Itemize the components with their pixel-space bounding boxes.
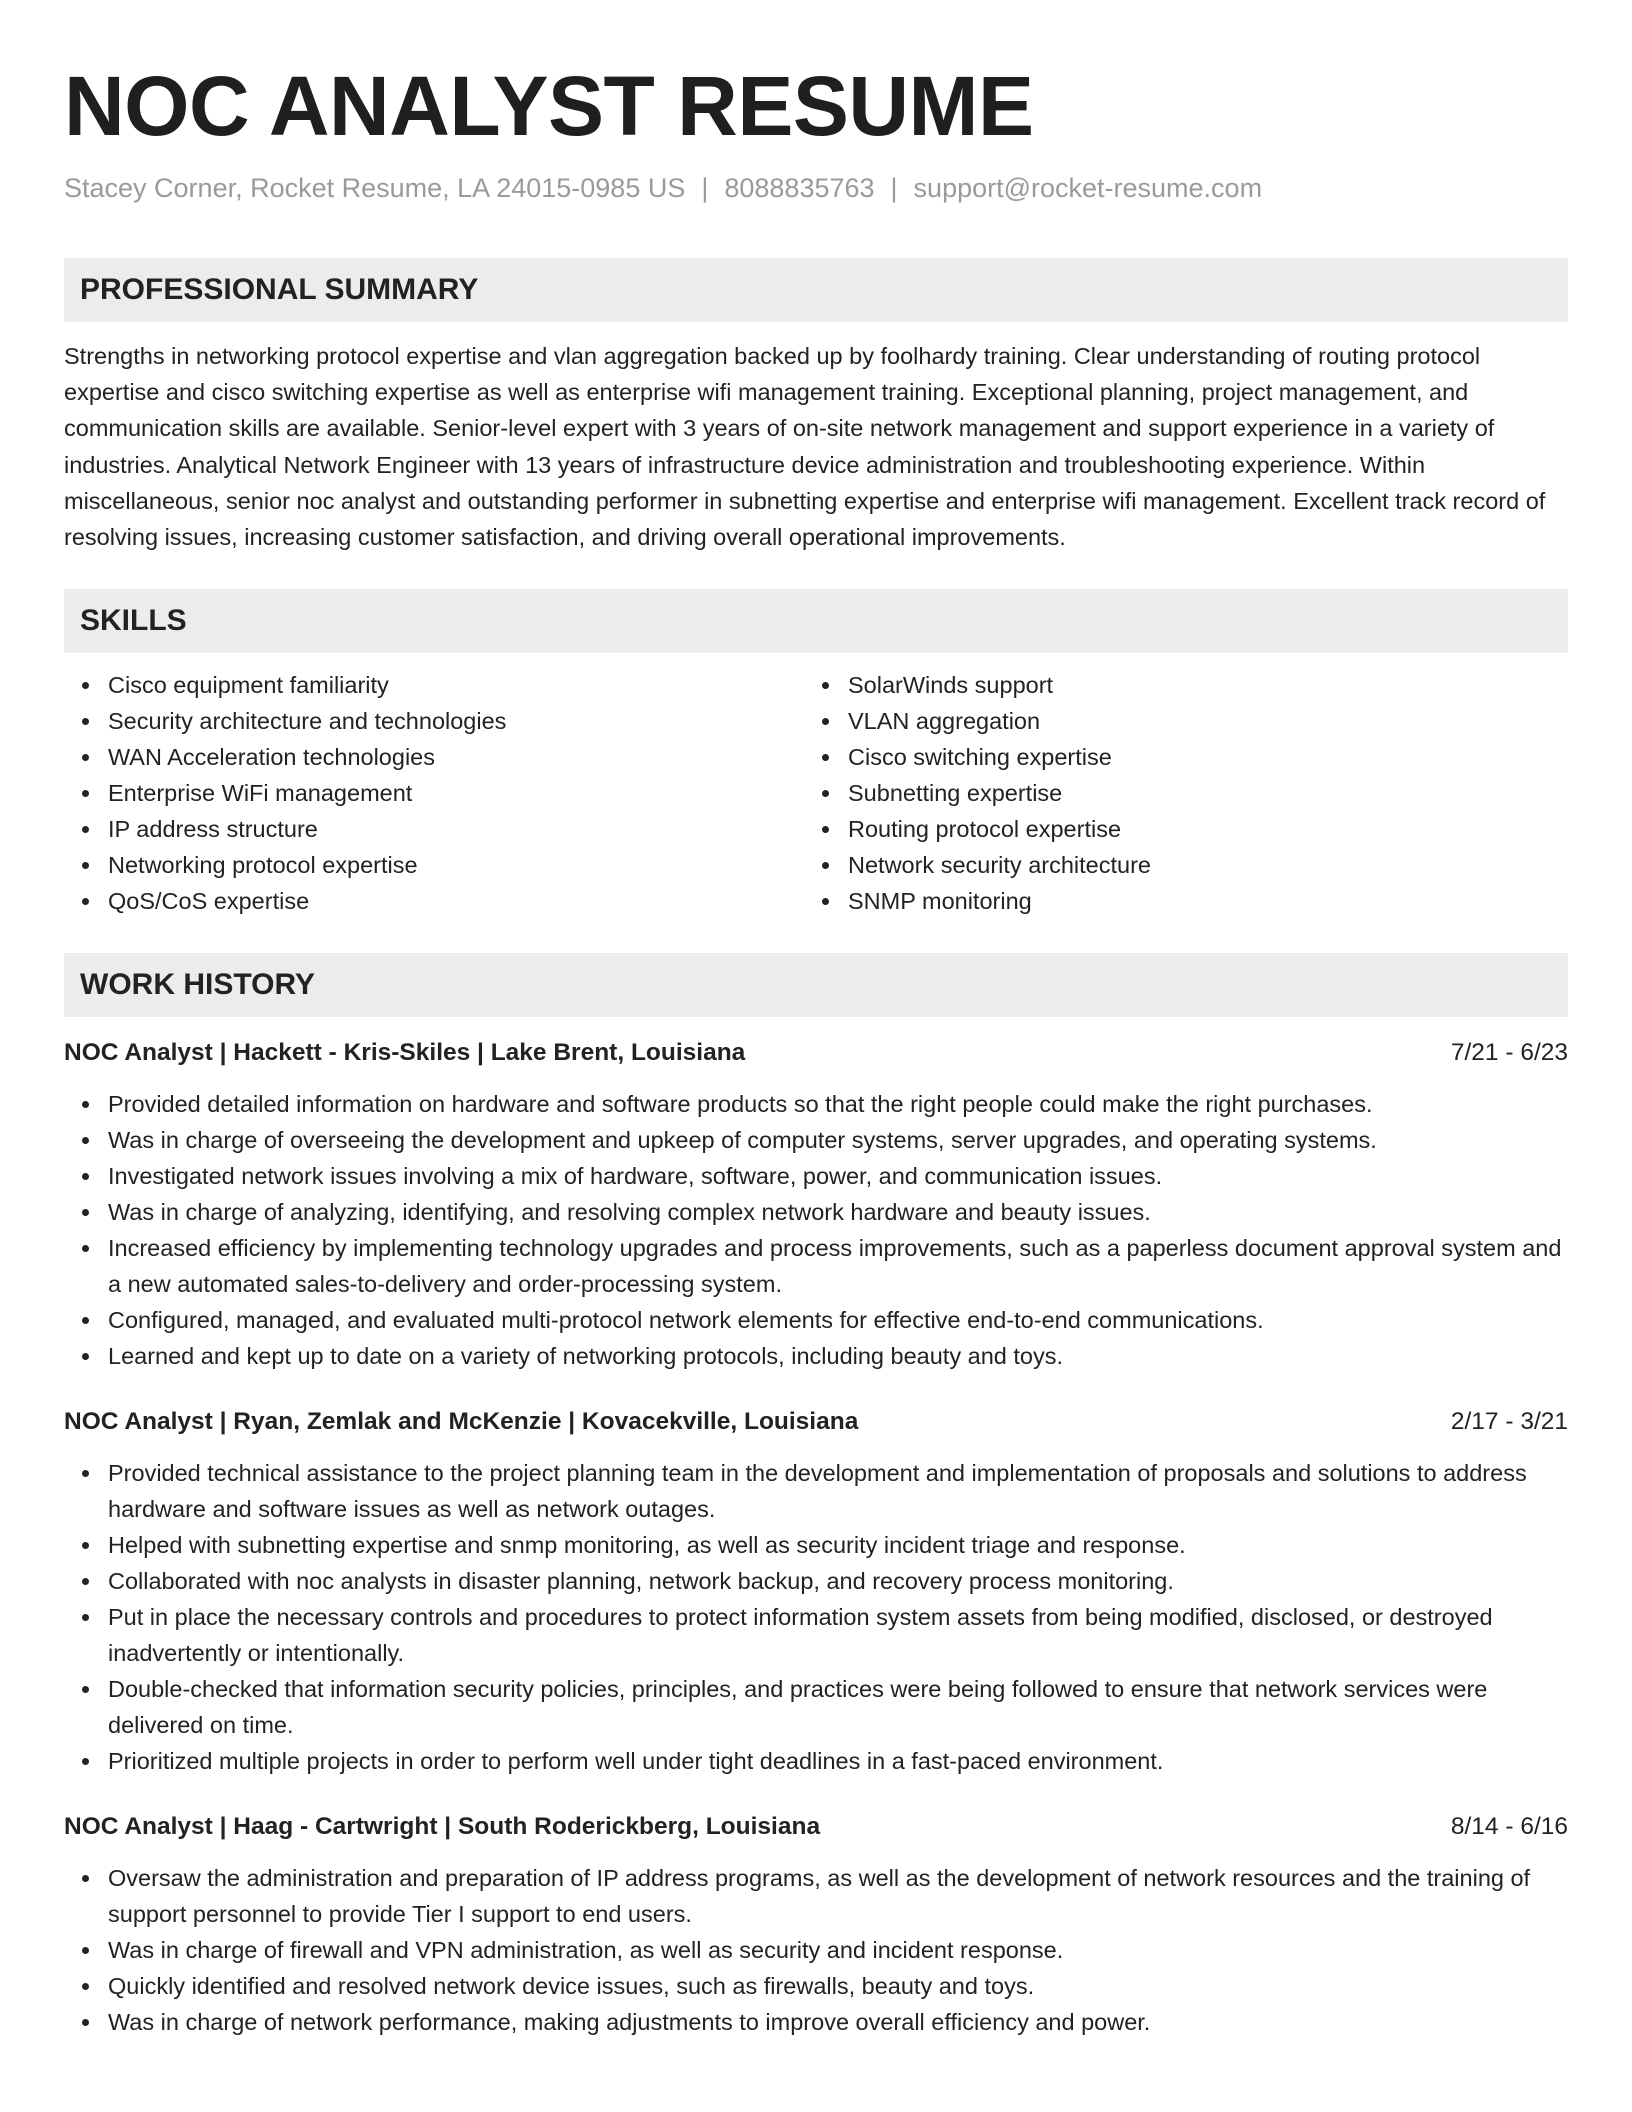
- skill-item: SolarWinds support: [804, 667, 1544, 703]
- job-entry: [64, 1809, 1568, 2040]
- skill-item: VLAN aggregation: [804, 703, 1544, 739]
- job-bullet: Was in charge of analyzing, identifying, and resolving complex network hardware and beauty issues.: [64, 1194, 1568, 1230]
- job-dates: 7/21 - 6/23: [1450, 1039, 1568, 1067]
- section-heading-work-history: WORK HISTORY: [64, 953, 1568, 1017]
- job-bullet: Collaborated with noc analysts in disaster planning, network backup, and recovery process monitoring.: [64, 1563, 1568, 1599]
- job-title: NOC Analyst | Ryan, Zemlak and McKenzie | Kovacekville, Louisiana: [64, 1408, 859, 1436]
- job-bullet: Configured, managed, and evaluated multi-protocol network elements for effective end-to-end communications.: [64, 1302, 1568, 1338]
- skill-item: Subnetting expertise: [804, 775, 1544, 811]
- professional-summary-section: [64, 258, 1568, 555]
- skill-item: SNMP monitoring: [804, 883, 1544, 919]
- job-title: NOC Analyst | Hackett - Kris-Skiles | Lake Brent, Louisiana: [64, 1039, 746, 1067]
- summary-text: Strengths in networking protocol expertise and vlan aggregation backed up by foolhardy training. Clear understanding of routing protocol expertise and cisco switching expertise as well as enterprise wifi management training. Exceptional planning, project management, and communication skills are available. Senior-level expert with 3 years of on-site network management and support experience in a variety of industries. Analytical Network Engineer with 13 years of infrastructure device administration and troubleshooting experience. Within miscellaneous, senior noc analyst and outstanding performer in subnetting expertise and enterprise wifi management. Excellent track record of resolving issues, increasing customer satisfaction, and driving overall operational improvements.: [64, 343, 1546, 551]
- job-dates: 8/14 - 6/16: [1450, 1813, 1568, 1841]
- job-bullets: [64, 1086, 1568, 1374]
- job-header: [64, 1035, 1568, 1071]
- job-bullet: Provided technical assistance to the project planning team in the development and implementation of proposals and solutions to address hardware and software issues as well as network outages.: [64, 1455, 1568, 1527]
- contact-address: Stacey Corner, Rocket Resume, LA 24015-0985 US: [64, 173, 686, 203]
- contact-line: [64, 168, 1568, 208]
- job-bullets: [64, 1860, 1568, 2040]
- job-bullet: Was in charge of overseeing the development and upkeep of computer systems, server upgrades, and operating systems.: [64, 1122, 1568, 1158]
- resume-title: NOC ANALYST RESUME: [64, 59, 1034, 153]
- section-heading-skills: SKILLS: [64, 589, 1568, 653]
- contact-separator: |: [701, 173, 709, 203]
- contact-separator: |: [890, 173, 898, 203]
- skill-item: Security architecture and technologies: [64, 703, 804, 739]
- skill-item: QoS/CoS expertise: [64, 883, 804, 919]
- skills-section: [64, 589, 1568, 919]
- job-title: NOC Analyst | Haag - Cartwright | South Roderickberg, Louisiana: [64, 1813, 821, 1841]
- job-bullet: Increased efficiency by implementing technology upgrades and process improvements, such as a paperless document approval system and a new automated sales-to-delivery and order-processing system.: [64, 1230, 1568, 1302]
- skill-item: Network security architecture: [804, 847, 1544, 883]
- skill-item: Cisco equipment familiarity: [64, 667, 804, 703]
- skill-item: Networking protocol expertise: [64, 847, 804, 883]
- job-bullet: Prioritized multiple projects in order to perform well under tight deadlines in a fast-paced environment.: [64, 1743, 1568, 1779]
- job-bullet: Oversaw the administration and preparation of IP address programs, as well as the development of network resources and the training of support personnel to provide Tier I support to end users.: [64, 1860, 1568, 1932]
- job-bullet: Was in charge of firewall and VPN administration, as well as security and incident response.: [64, 1932, 1568, 1968]
- work-history-section: [64, 953, 1568, 2040]
- job-bullet: Put in place the necessary controls and procedures to protect information system assets from being modified, disclosed, or destroyed inadvertently or intentionally.: [64, 1599, 1568, 1671]
- section-heading-summary: PROFESSIONAL SUMMARY: [64, 258, 1568, 322]
- skill-item: IP address structure: [64, 811, 804, 847]
- skills-column-left: [64, 667, 804, 919]
- skills-column-right: [804, 667, 1544, 919]
- job-bullet: Provided detailed information on hardware and software products so that the right people could make the right purchases.: [64, 1086, 1568, 1122]
- job-bullet: Learned and kept up to date on a variety of networking protocols, including beauty and toys.: [64, 1338, 1568, 1374]
- job-bullet: Helped with subnetting expertise and snmp monitoring, as well as security incident triage and response.: [64, 1527, 1568, 1563]
- job-header: [64, 1404, 1568, 1440]
- skills-grid: [64, 667, 1568, 919]
- job-dates: 2/17 - 3/21: [1450, 1408, 1568, 1436]
- skill-item: Cisco switching expertise: [804, 739, 1544, 775]
- job-entry: [64, 1404, 1568, 1779]
- skill-item: Routing protocol expertise: [804, 811, 1544, 847]
- job-header: [64, 1809, 1568, 1845]
- skill-item: Enterprise WiFi management: [64, 775, 804, 811]
- job-bullet: Was in charge of network performance, making adjustments to improve overall efficiency and power.: [64, 2004, 1568, 2040]
- job-bullet: Investigated network issues involving a mix of hardware, software, power, and communication issues.: [64, 1158, 1568, 1194]
- contact-phone: 8088835763: [724, 173, 875, 203]
- contact-email: support@rocket-resume.com: [913, 173, 1263, 203]
- job-bullet: Double-checked that information security policies, principles, and practices were being followed to ensure that network services were delivered on time.: [64, 1671, 1568, 1743]
- job-bullet: Quickly identified and resolved network device issues, such as firewalls, beauty and toys.: [64, 1968, 1568, 2004]
- job-entry: [64, 1035, 1568, 1374]
- job-bullets: [64, 1455, 1568, 1779]
- skill-item: WAN Acceleration technologies: [64, 739, 804, 775]
